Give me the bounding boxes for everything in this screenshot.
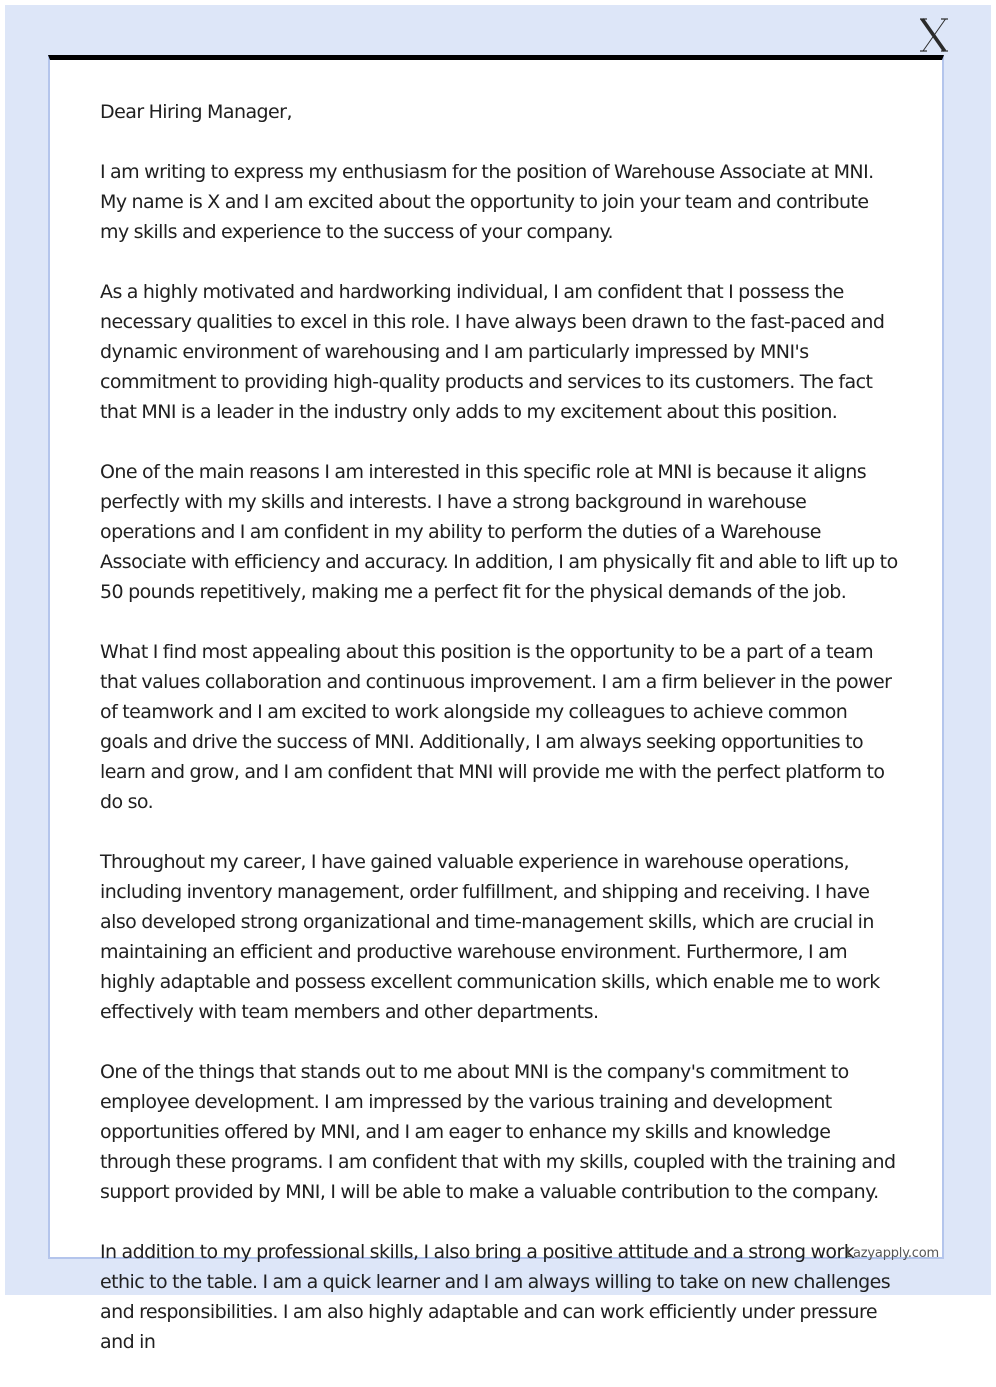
- letter-paragraph: In addition to my professional skills, I also bring a positive attitude and a strong work ethic to the table. I am a quick learner and I am always willing to take on new challenges and responsibilities. I am also highly adaptable and can work efficiently under pressure and in: [100, 1241, 891, 1353]
- letter-paragraph: One of the main reasons I am interested in this specific role at MNI is because it aligns perfectly with my skills and interests. I have a strong background in warehouse operations and I am confident in my ability to perform the duties of a Warehouse Associate with efficiency and accuracy. In addition, I am physically fit and able to lift up to 50 pounds repetitively, making me a perfect fit for the physical demands of the job.: [100, 461, 898, 603]
- close-icon: [920, 18, 948, 52]
- letter-paragraph: I am writing to express my enthusiasm for the position of Warehouse Associate at MNI. My name is X and I am excited about the opportunity to join your team and contribute my skills and experience to the success of your company.: [100, 161, 874, 243]
- close-button[interactable]: [918, 14, 950, 56]
- letter-paragraph: As a highly motivated and hardworking individual, I am confident that I possess the necessary qualities to excel in this role. I have always been drawn to the fast-paced and dynamic environment of warehousing and I am particularly impressed by MNI's commitment to providing high-quality products and services to its customers. The fact that MNI is a leader in the industry only adds to my excitement about this position.: [100, 281, 885, 423]
- watermark: Lazyapply.com: [846, 1246, 939, 1261]
- letter-greeting: Dear Hiring Manager,: [100, 101, 292, 123]
- letter-paragraph: What I find most appealing about this position is the opportunity to be a part of a team that values collaboration and continuous improvement. I am a firm believer in the power of teamwork and I am excited to work alongside my colleagues to achieve common goals and drive the success of MNI. Additionally, I am always seeking opportunities to learn and grow, and I am confident that MNI will provide me with the perfect platform to do so.: [100, 641, 892, 813]
- letter-paragraph: One of the things that stands out to me about MNI is the company's commitment to employee development. I am impressed by the various training and development opportunities offered by MNI, and I am eager to enhance my skills and knowledge through these programs. I am confident that with my skills, coupled with the training and support provided by MNI, I will be able to make a valuable contribution to the company.: [100, 1061, 896, 1203]
- letter-paragraph: Throughout my career, I have gained valuable experience in warehouse operations, including inventory management, order fulfillment, and shipping and receiving. I have also developed strong organizational and time-management skills, which are crucial in maintaining an efficient and productive warehouse environment. Furthermore, I am highly adaptable and possess excellent communication skills, which enable me to work effectively with team members and other departments.: [100, 851, 880, 1023]
- cover-letter-text: [100, 97, 900, 1387]
